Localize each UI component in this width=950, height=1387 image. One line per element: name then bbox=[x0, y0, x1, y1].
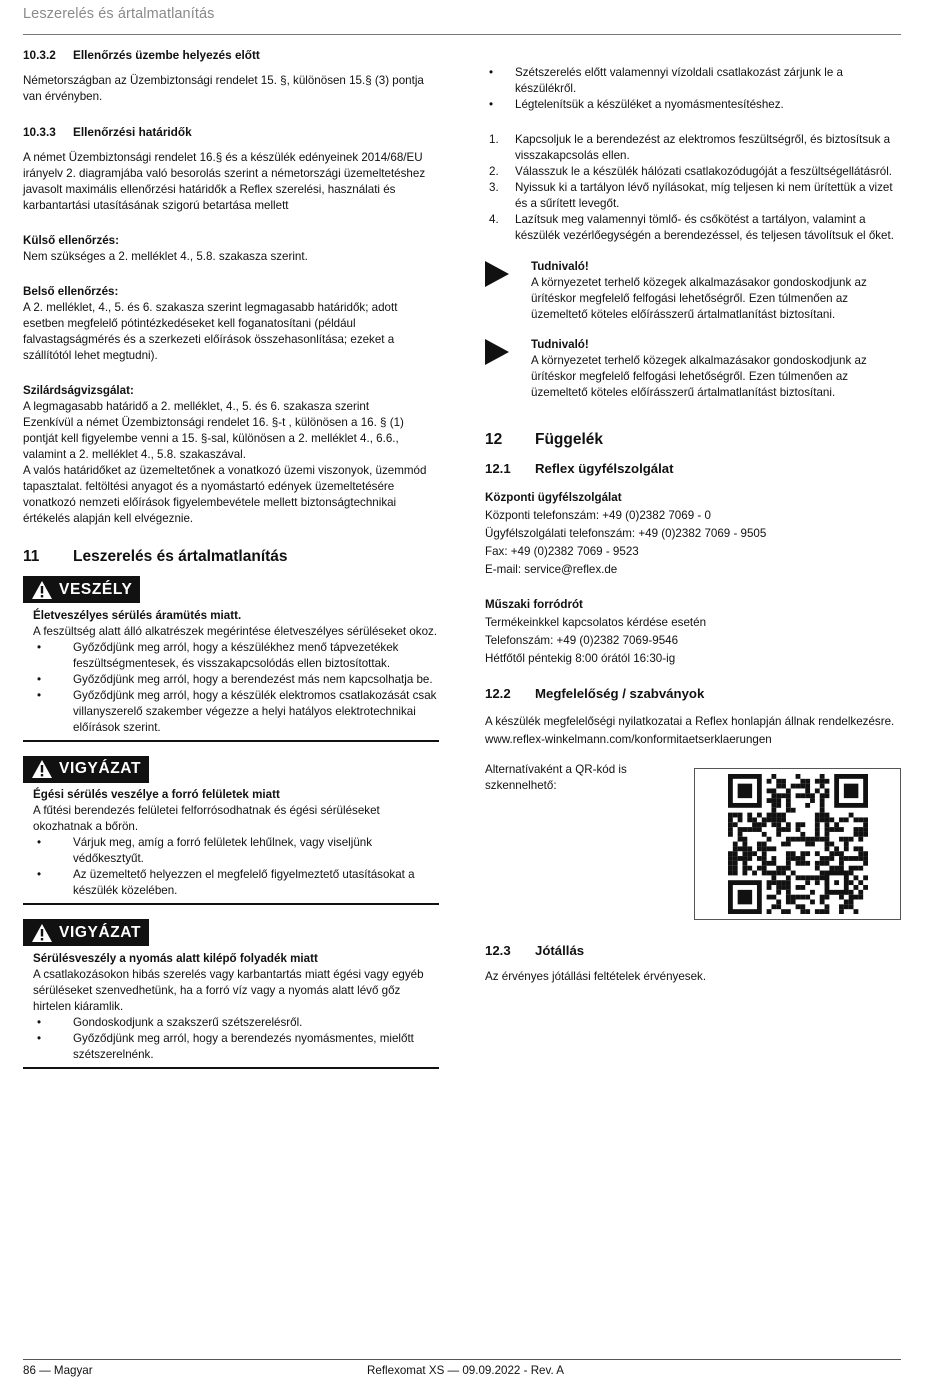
paragraph: A legmagasabb határidő a 2. melléklet, 4., 5. és 6. szakasza szerint bbox=[23, 400, 370, 413]
paragraph: Nem szükséges a 2. melléklet 4., 5.8. szakasza szerint. bbox=[23, 250, 308, 263]
note-box bbox=[485, 259, 903, 323]
section-number: 11 bbox=[23, 548, 40, 565]
section-title: Függelék bbox=[535, 431, 604, 448]
contact-line: Telefonszám: +49 (0)2382 7069-9546 bbox=[485, 634, 679, 647]
subheading-tech-hotline: Műszaki forródrót bbox=[485, 598, 583, 611]
section-title: Ellenőrzés üzembe helyezés előtt bbox=[73, 48, 260, 62]
list-item: • Légtelenítsük a készüléket a nyomásmentesítéshez. bbox=[489, 98, 784, 111]
section-title: Reflex ügyfélszolgálat bbox=[535, 461, 674, 476]
list-item: • Gondoskodjunk a szakszerű szétszerelésről. bbox=[37, 1015, 303, 1029]
list-item: • Várjuk meg, amíg a forró felületek lehűlnek, vagy viseljünk védőkesztyűt. bbox=[37, 836, 373, 865]
warning-triangle-icon bbox=[31, 580, 53, 600]
warning-triangle-icon bbox=[31, 759, 53, 779]
caution-warning-box-hot-surface bbox=[23, 756, 439, 906]
list-item: • Szétszerelés előtt valamennyi vízoldali csatlakozást zárjunk le a készülékről. bbox=[489, 66, 843, 95]
list-item: • Győződjünk meg arról, hogy a berendezést más nem kapcsolhatja be. bbox=[37, 672, 433, 686]
subheading-kulso: Külső ellenőrzés: bbox=[23, 234, 119, 247]
paragraph: Németországban az Üzembiztonsági rendelet 15. §, különösen 15.§ (3) pontja van érvényben. bbox=[23, 74, 424, 103]
section-number: 12.2 bbox=[485, 686, 511, 701]
qr-code-frame bbox=[694, 768, 901, 920]
warning-title: Életveszélyes sérülés áramütés miatt. bbox=[33, 608, 242, 622]
badge-label: VESZÉLY bbox=[59, 580, 133, 598]
note-text: A környezetet terhelő közegek alkalmazásakor gondoskodjunk az ürítéskor megfelelő felfogási lehetőségről. Ezen túlmenően az üzemeltető köteles előírásszerű ártalmatlanítást biztosítani. bbox=[531, 276, 867, 321]
page-header-title: Leszerelés és ártalmatlanítás bbox=[23, 6, 215, 22]
paragraph: Az érvényes jótállási feltételek érvényesek. bbox=[485, 970, 707, 983]
caution-badge bbox=[23, 756, 149, 783]
section-12-1-heading bbox=[485, 460, 903, 478]
conformity-link[interactable]: www.reflex-winkelmann.com/konformitaetserklaerungen bbox=[485, 733, 772, 746]
contact-line: Termékeinkkel kapcsolatos kérdése esetén bbox=[485, 616, 707, 629]
section-12-2-heading bbox=[485, 685, 903, 703]
note-title: Tudnivaló! bbox=[531, 260, 589, 273]
step-item: 2. Válasszuk le a készülék hálózati csatlakozódugóját a feszültségellátásról. bbox=[489, 165, 893, 178]
header-divider bbox=[23, 34, 901, 35]
note-arrow-icon bbox=[485, 337, 531, 401]
section-10-3-2-heading bbox=[23, 47, 439, 63]
left-column bbox=[23, 47, 439, 1069]
section-12-3 bbox=[485, 942, 903, 985]
footer-page-label: 86 — Magyar bbox=[23, 1364, 93, 1377]
section-12-heading bbox=[485, 430, 903, 450]
section-number: 12.3 bbox=[485, 943, 511, 958]
list-item: • Az üzemeltető helyezzen el megfelelő figyelmeztető utasításokat a készülék közelében. bbox=[37, 868, 415, 897]
warning-text: A feszültség alatt álló alkatrészek megérintése életveszélyes sérüléseket okoz. bbox=[33, 624, 438, 638]
procedure-steps bbox=[485, 132, 903, 244]
subheading-belso: Belső ellenőrzés: bbox=[23, 285, 119, 298]
step-item: 3. Nyissuk ki a tartályon lévő nyílásokat, míg teljesen ki nem ürítettük a vizet és a sűrített levegőt. bbox=[489, 181, 893, 210]
warning-title: Égési sérülés veszélye a forró felületek miatt bbox=[33, 788, 280, 801]
section-number: 10.3.2 bbox=[23, 48, 56, 62]
warning-text: A csatlakozásokon hibás szerelés vagy karbantartás miatt égési vagy egyéb sérüléseket szenvedhetünk, ha a forró víz vagy a nyomás alatt lévő gőz hirtelen kiáramlik. bbox=[33, 967, 424, 1013]
list-item: • Győződjünk meg arról, hogy a berendezés nyomásmentes, mielőtt szétszerelnénk. bbox=[37, 1031, 414, 1061]
subheading-central-service: Központi ügyfélszolgálat bbox=[485, 491, 622, 504]
warning-title: Sérülésveszély a nyomás alatt kilépő folyadék miatt bbox=[33, 951, 318, 965]
paragraph: A készülék megfelelőségi nyilatkozatai a Reflex honlapján állnak rendelkezésre. bbox=[485, 715, 895, 728]
contact-line: Hétfőtől péntekig 8:00 órától 16:30-ig bbox=[485, 652, 676, 665]
section-number: 12 bbox=[485, 431, 503, 448]
right-column bbox=[485, 65, 903, 794]
footer-divider bbox=[23, 1359, 901, 1360]
badge-label: VIGYÁZAT bbox=[59, 923, 142, 941]
step-item: 1. Kapcsoljuk le a berendezést az elektromos feszültségről, és biztosítsuk a visszakapcsolás ellen. bbox=[489, 133, 891, 162]
contact-line: Ügyfélszolgálati telefonszám: +49 (0)2382 7069 - 9505 bbox=[485, 527, 767, 540]
section-number: 12.1 bbox=[485, 461, 511, 476]
footer-doc-label: Reflexomat XS — 09.09.2022 - Rev. A bbox=[367, 1364, 564, 1377]
note-box bbox=[485, 337, 903, 401]
note-text: A környezetet terhelő közegek alkalmazásakor gondoskodjunk az ürítéskor megfelelő felfogási lehetőségről. Ezen túlmenően az üzemeltető köteles előírásszerű ártalmatlanítást biztosítani. bbox=[531, 354, 867, 399]
section-title: Leszerelés és ártalmatlanítás bbox=[73, 548, 288, 565]
danger-badge bbox=[23, 576, 140, 603]
contact-line: Fax: +49 (0)2382 7069 - 9523 bbox=[485, 545, 639, 558]
list-item: • Győződjünk meg arról, hogy a készülék elektromos csatlakozását csak villanyszerelő szakember végezze a helyi hatályos elektrotechnikai előírások szerint. bbox=[37, 688, 437, 734]
section-10-3-3-heading bbox=[23, 124, 439, 140]
caution-badge bbox=[23, 919, 149, 946]
paragraph: A német Üzembiztonsági rendelet 16.§ és a készülék edényeinek 2014/68/EU irányelv 2. diagramjába való besorolás szerint a németországi üzemeltetéshez javasolt maximális ellenőrzési határidők a Reflex szerelési, használati és karbantartási utasításának szigorú betartása mellett bbox=[23, 151, 426, 212]
subheading-szilardsag: Szilárdságvizsgálat: bbox=[23, 384, 134, 397]
section-title: Jótállás bbox=[535, 943, 585, 958]
section-number: 10.3.3 bbox=[23, 125, 56, 139]
step-item: 4. Lazítsuk meg valamennyi tömlő- és csőkötést a tartályon, valamint a készülék vezérlőegységén a berendezéssel, és teljesen távolítsuk el őket. bbox=[489, 213, 894, 242]
contact-line: E-mail: service@reflex.de bbox=[485, 563, 618, 576]
note-title: Tudnivaló! bbox=[531, 338, 589, 351]
section-title: Megfelelőség / szabványok bbox=[535, 686, 705, 701]
badge-label: VIGYÁZAT bbox=[59, 760, 142, 777]
qr-code-icon[interactable] bbox=[728, 774, 868, 914]
section-11-heading bbox=[23, 547, 439, 567]
caution-warning-box-pressure bbox=[23, 919, 439, 1069]
note-arrow-icon bbox=[485, 259, 531, 323]
qr-caption: Alternatívaként a QR-kód is szkennelhető: bbox=[485, 763, 627, 792]
list-item: • Győződjünk meg arról, hogy a készülékhez menő tápvezetékek feszültségmentesek, és visszakapcsolódás ellen biztosítottak. bbox=[37, 640, 399, 670]
section-title: Ellenőrzési határidők bbox=[73, 125, 192, 139]
paragraph: A valós határidőket az üzemeltetőnek a vonatkozó üzemi viszonyok, üzemmód tapasztalat. feltöltési anyagot és a nyomástartó edények üzemeltetésére vonatkozó nemzeti előírások figyelembevétele mellett biztonságtechnikai értékelés alapján kell elvégeznie. bbox=[23, 464, 427, 525]
warning-triangle-icon bbox=[31, 923, 53, 943]
warning-text: A fűtési berendezés felületei felforrósodhatnak és égési sérüléseket okozhatnak a bőrön. bbox=[33, 804, 380, 833]
paragraph: Ezenkívül a német Üzembiztonsági rendelet 16. §-t , különösen a 16. § (1) pontját kell figyelembe venni a 15. §-sal, különösen a 2. melléklet 4., 6.6., valamint a 2. melléklet 4., 5.8. szakaszával. bbox=[23, 416, 404, 461]
contact-line: Központi telefonszám: +49 (0)2382 7069 - 0 bbox=[485, 509, 711, 522]
section-12-3-heading bbox=[485, 942, 903, 960]
danger-warning-box bbox=[23, 576, 439, 742]
paragraph: A 2. melléklet, 4., 5. és 6. szakasza szerint legmagasabb határidők; adott esetben megfelelő pótintézkedéseket kell foganatosítani (például falvastagságmérés és a szerkezeti előírások összehasonlítása; ezeket a szállítótól lehet megtudni). bbox=[23, 301, 398, 362]
